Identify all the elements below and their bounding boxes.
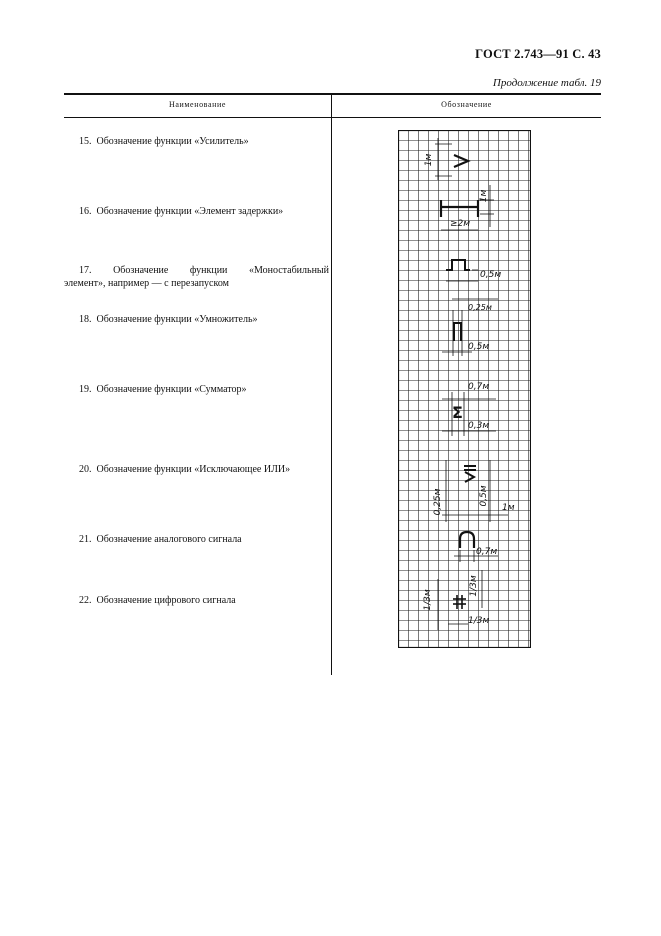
row-number: 20. bbox=[79, 464, 92, 475]
dim-label: 0,5м bbox=[479, 485, 489, 507]
symbol-grid bbox=[398, 130, 531, 648]
amplifier-dimension bbox=[435, 138, 452, 180]
sum-symbol: Σ bbox=[452, 403, 463, 422]
dim-label: 0,3м bbox=[468, 421, 490, 431]
table-row bbox=[64, 205, 329, 218]
row-number: 21. bbox=[79, 534, 92, 545]
table-row bbox=[64, 463, 329, 476]
exclusive-or-symbol bbox=[464, 466, 476, 482]
page-header-title: ГОСТ 2.743—91 С. 43 bbox=[475, 47, 601, 61]
dim-label: 0,5м bbox=[468, 342, 490, 352]
dim-label: ≥2м bbox=[450, 219, 471, 229]
table-row bbox=[64, 594, 329, 607]
table-row bbox=[64, 313, 329, 326]
table-continuation-label: Продолжение табл. 19 bbox=[492, 77, 601, 89]
multiplier-symbol bbox=[453, 323, 462, 341]
dim-label: 1/3м bbox=[469, 575, 479, 597]
dim-label: 1/3м bbox=[468, 616, 490, 626]
dim-label: 1/3м bbox=[423, 589, 433, 611]
amplifier-symbol bbox=[454, 155, 468, 167]
table-column-divider bbox=[331, 93, 332, 675]
dim-label: 0,25м bbox=[433, 488, 443, 516]
row-text: Обозначение цифрового сигнала bbox=[96, 595, 236, 606]
symbol-grid-drawing bbox=[398, 130, 531, 648]
row-text: Обозначение функции «Исключающее ИЛИ» bbox=[96, 464, 291, 475]
row-text: Обозначение функции «Усилитель» bbox=[96, 136, 249, 147]
row-number: 19. bbox=[79, 384, 92, 395]
analog-signal-symbol bbox=[460, 532, 474, 548]
row-number: 16. bbox=[79, 206, 92, 217]
row-number: 18. bbox=[79, 314, 92, 325]
row-text-line: 17. Обозначение функции «Моностабильный bbox=[79, 265, 329, 276]
dim-label: 1м bbox=[479, 189, 489, 203]
column-header-symbol: Обозначение bbox=[441, 100, 492, 109]
table-row bbox=[64, 383, 329, 396]
table-row bbox=[64, 264, 329, 290]
row-text: Обозначение аналогового сигнала bbox=[96, 534, 242, 545]
dim-label: 0,5м bbox=[480, 270, 502, 280]
table-row bbox=[64, 533, 329, 546]
row-text: Обозначение функции «Сумматор» bbox=[96, 384, 247, 395]
column-header-name: Наименование bbox=[168, 100, 227, 109]
digital-signal-symbol bbox=[453, 595, 466, 609]
dim-label: 1м bbox=[502, 503, 515, 513]
dim-label: 0,25м bbox=[468, 303, 492, 312]
row-text: Обозначение функции «Элемент задержки» bbox=[96, 206, 284, 217]
table-header-bottom-rule bbox=[64, 117, 601, 118]
delay-element-symbol bbox=[440, 200, 478, 217]
row-text: Обозначение функции «Умножитель» bbox=[96, 314, 258, 325]
monostable-symbol bbox=[446, 260, 470, 270]
dim-label: 0,7м bbox=[476, 547, 498, 557]
row-number: 15. bbox=[79, 136, 92, 147]
row-text-line: элемент», например — с перезапуском bbox=[64, 278, 229, 289]
table-row bbox=[64, 135, 329, 148]
row-number: 22. bbox=[79, 595, 92, 606]
table-top-rule bbox=[64, 93, 601, 95]
dim-label: 0,7м bbox=[468, 382, 490, 392]
dim-label: 1м bbox=[424, 153, 434, 167]
